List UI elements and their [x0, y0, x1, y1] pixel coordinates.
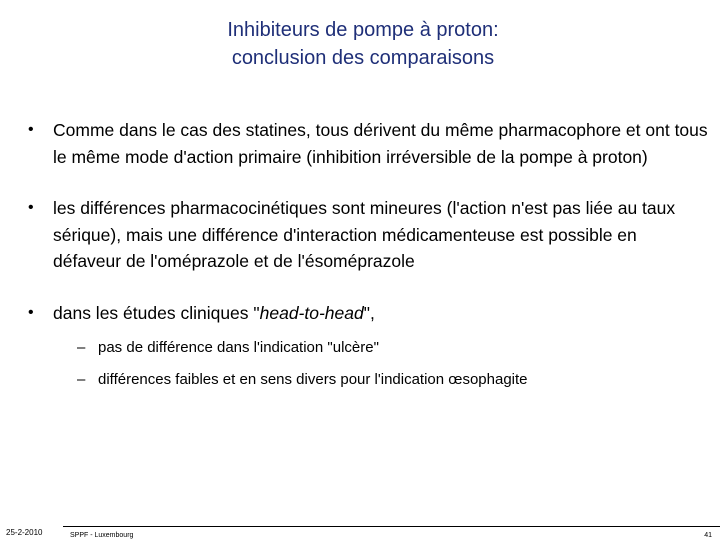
footer-date: 25-2-2010: [6, 528, 43, 537]
bullet-text-after: ",: [363, 302, 375, 323]
bullet-item-pharmacocinetique: [28, 195, 708, 275]
dash-icon: –: [77, 371, 86, 388]
dash-icon: –: [77, 339, 86, 356]
slide-title-line-2: conclusion des comparaisons: [231, 47, 495, 69]
bullet-item-etudes-cliniques: [28, 300, 708, 390]
bullet-list: [28, 117, 708, 389]
footer-organization: SPPF - Luxembourg: [70, 532, 134, 539]
bullet-text-emphasis: head-to-head: [259, 302, 364, 323]
bullet-text-before: dans les études cliniques ": [53, 302, 260, 323]
sub-item-text: pas de différence dans l'indication "ulcère": [98, 339, 379, 356]
bullet-text: les différences pharmacocinétiques sont mineures (l'action n'est pas liée au taux sérique), mais une différence d'interaction médicamenteuse est possible en défaveur de l'oméprazole et de l'ésoméprazole: [53, 198, 676, 271]
bullet-dot-icon: •: [28, 199, 34, 216]
page-number: 41: [704, 532, 712, 539]
slide-title-line-1: Inhibiteurs de pompe à proton:: [227, 19, 499, 41]
footer-divider: [63, 526, 720, 527]
bullet-item-statines: [28, 117, 708, 170]
bullet-text: Comme dans le cas des statines, tous dérivent du même pharmacophore et ont tous le même mode d'action primaire (inhibition irréversible de la pompe à proton): [53, 120, 708, 167]
slide-title: [0, 16, 720, 72]
bullet-dot-icon: •: [28, 303, 34, 321]
bullet-dot-icon: •: [28, 121, 34, 138]
sub-item-text: différences faibles et en sens divers pour l'indication œsophagite: [98, 371, 528, 388]
sub-bullet-list: [53, 339, 708, 389]
sub-item-oesophagite: [65, 371, 708, 389]
sub-item-ulcere: [65, 339, 708, 357]
